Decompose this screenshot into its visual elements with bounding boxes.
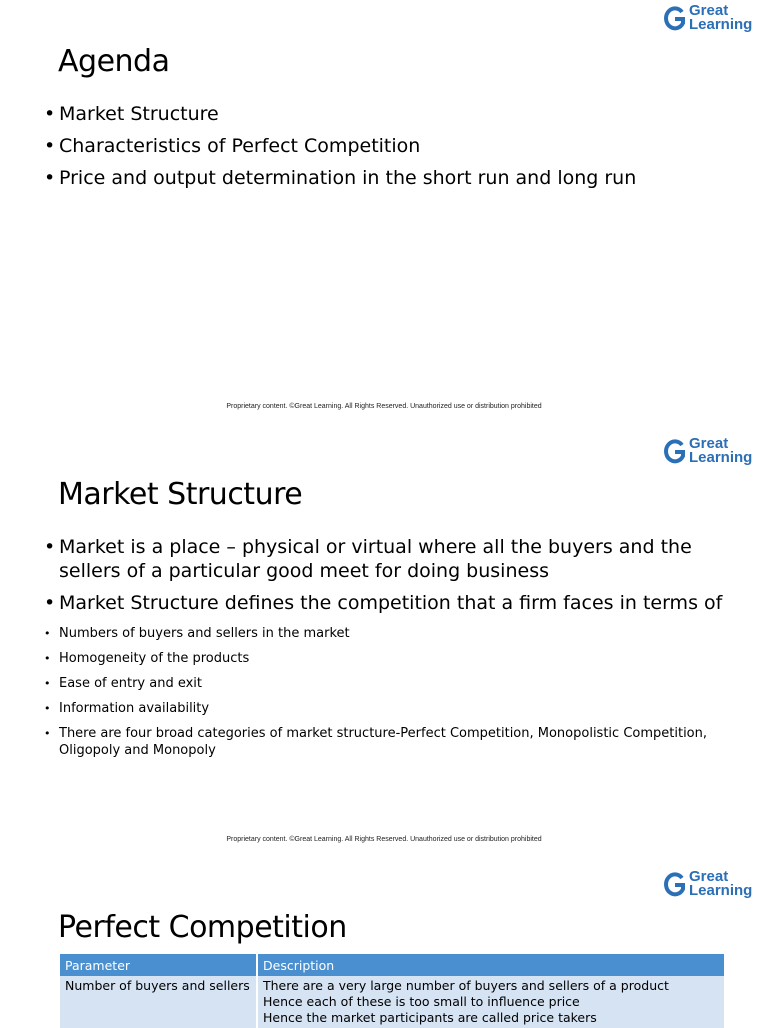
slide-title: Market Structure: [58, 477, 303, 512]
slide-perfect-competition: [0, 866, 768, 1024]
footer-copyright: Proprietary content. ©Great Learning. All Rights Reserved. Unauthorized use or distribution prohibited: [226, 836, 542, 843]
market-structure-sub-list: [44, 625, 728, 767]
logo-text-learning: Learning: [689, 16, 753, 33]
list-item: • Homogeneity of the products: [44, 650, 728, 667]
list-item: • Market Structure: [44, 102, 728, 126]
great-learning-logo: [664, 437, 756, 471]
great-learning-g-icon: [664, 6, 686, 32]
slide-title: Perfect Competition: [58, 910, 347, 945]
list-item: • Information availability: [44, 700, 728, 717]
list-item: • There are four broad categories of market structure-Perfect Competition, Monopolistic Competition, Oligopoly and Monopoly: [44, 725, 728, 759]
table-row: [60, 976, 725, 1028]
great-learning-logo: [664, 4, 756, 38]
logo-text-learning: Learning: [689, 882, 753, 899]
table-cell-parameter: Number of buyers and sellers: [60, 976, 257, 1028]
slide-agenda: [0, 0, 768, 432]
slide-title: Agenda: [58, 44, 170, 79]
description-line: Hence the market participants are called price takers: [263, 1010, 597, 1025]
list-item: • Ease of entry and exit: [44, 675, 728, 692]
description-line: Hence each of these is too small to influence price: [263, 994, 580, 1009]
logo-text-learning: Learning: [689, 449, 753, 466]
table-header-parameter: Parameter: [60, 954, 257, 976]
list-item: • Characteristics of Perfect Competition: [44, 134, 728, 158]
footer-copyright: Proprietary content. ©Great Learning. All Rights Reserved. Unauthorized use or distribution prohibited: [226, 403, 542, 410]
list-item: • Price and output determination in the short run and long run: [44, 166, 728, 190]
table-header-description: Description: [257, 954, 725, 976]
great-learning-g-icon: [664, 872, 686, 898]
table-cell-description: [257, 976, 725, 1028]
market-structure-list: [44, 535, 728, 623]
great-learning-g-icon: [664, 439, 686, 465]
slide-market-structure: [0, 433, 768, 865]
description-line: There are a very large number of buyers and sellers of a product: [263, 978, 669, 993]
agenda-list: [44, 102, 728, 198]
logo-text-great: Great: [689, 435, 729, 452]
logo-text-great: Great: [689, 868, 729, 885]
logo-text-great: Great: [689, 2, 729, 19]
list-item: • Market Structure defines the competition that a firm faces in terms of: [44, 591, 728, 615]
list-item: • Numbers of buyers and sellers in the market: [44, 625, 728, 642]
great-learning-logo: [664, 870, 756, 904]
list-item: • Market is a place – physical or virtual where all the buyers and the sellers of a particular good meet for doing business: [44, 535, 728, 583]
perfect-competition-table: [60, 954, 726, 1028]
